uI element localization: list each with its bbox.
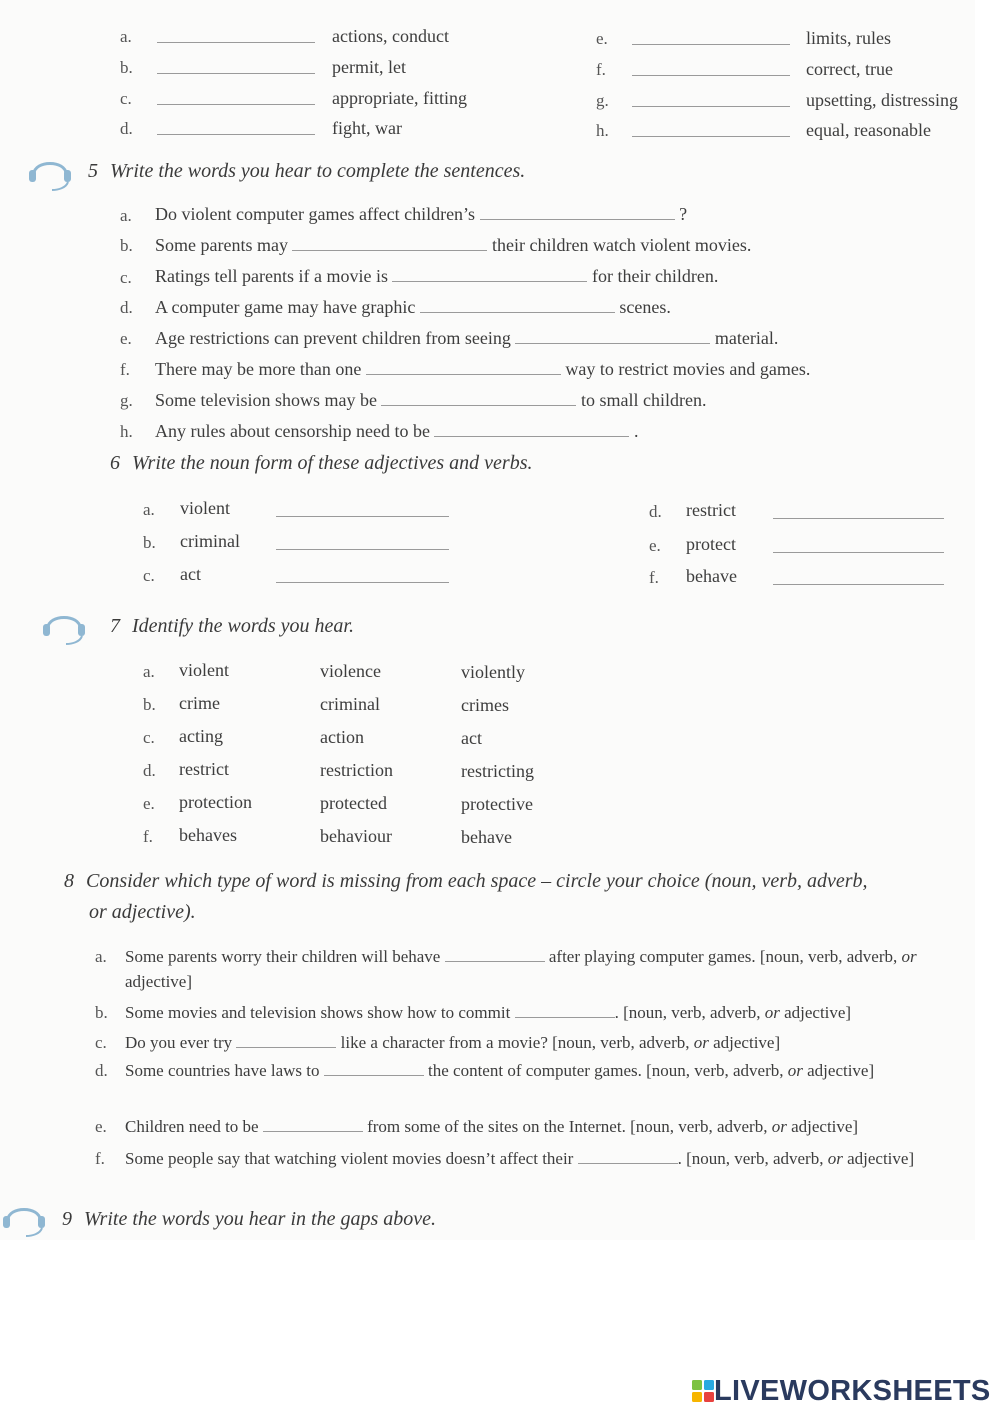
word-type-choices-end[interactable]: adjective]	[847, 1149, 915, 1168]
answer-blank[interactable]	[381, 391, 576, 406]
definition-text: permit, let	[332, 57, 406, 77]
item-letter: e.	[95, 1117, 107, 1136]
exercise-number: 9	[62, 1208, 72, 1230]
exercise-instruction: Consider which type of word is missing from each space – circle your choice (noun, verb, adverb,	[86, 870, 868, 892]
exercise-8-item-b	[95, 1000, 935, 1026]
sentence	[125, 1146, 930, 1171]
item-letter: f.	[596, 60, 606, 79]
or-word: or	[764, 1003, 780, 1022]
definition-text: actions, conduct	[332, 26, 449, 46]
sentence-end: .	[677, 1149, 682, 1168]
sentence-end: .	[633, 421, 639, 441]
item-letter: a.	[120, 27, 132, 46]
exercise-8-item-f	[95, 1146, 935, 1196]
exercise-8-item-d	[95, 1058, 935, 1108]
definition-text: equal, reasonable	[806, 120, 931, 140]
word-option[interactable]: crimes	[461, 695, 509, 715]
exercise-8-heading	[64, 870, 868, 893]
item-letter: a.	[120, 206, 132, 225]
answer-blank[interactable]	[632, 61, 790, 76]
exercise-8-item-e	[95, 1114, 935, 1140]
exercise-number: 7	[110, 615, 120, 637]
answer-blank[interactable]	[773, 538, 944, 553]
sentence	[125, 1030, 930, 1055]
answer-blank[interactable]	[480, 205, 675, 220]
item-letter: c.	[143, 566, 155, 585]
sentence	[125, 1000, 930, 1025]
sentence-end: from some of the sites on the Internet.	[367, 1117, 626, 1136]
item-letter: d.	[120, 298, 133, 317]
sentence	[125, 1058, 930, 1083]
sentence-start: There may be more than one	[155, 359, 362, 379]
item-letter: b.	[120, 236, 133, 255]
brand-name: LIVEWORKSHEETS	[714, 1374, 991, 1407]
sentence	[155, 390, 706, 411]
item-letter: b.	[120, 58, 133, 77]
answer-blank[interactable]	[276, 502, 449, 517]
word-type-choices-end[interactable]: adjective]	[807, 1061, 875, 1080]
answer-blank[interactable]	[578, 1150, 678, 1164]
match-row-c	[120, 89, 132, 109]
word-option[interactable]: action	[320, 727, 364, 747]
item-letter: b.	[143, 533, 156, 552]
answer-blank[interactable]	[445, 948, 545, 962]
answer-blank[interactable]	[157, 28, 315, 43]
sentence	[155, 421, 638, 442]
exercise-8-item-a	[95, 944, 935, 994]
item-letter: g.	[596, 91, 609, 110]
item-letter: c.	[143, 728, 155, 747]
sentence	[155, 235, 751, 256]
item-letter: e.	[596, 29, 608, 48]
word-type-choices[interactable]: [noun, verb, adverb,	[552, 1033, 690, 1052]
logo-grid-icon	[692, 1380, 714, 1402]
word-type-choices[interactable]: [noun, verb, adverb,	[646, 1061, 784, 1080]
sentence-end: scenes.	[619, 297, 671, 317]
word-type-choices[interactable]: [noun, verb, adverb,	[759, 947, 898, 966]
item-letter: d.	[649, 502, 662, 521]
sentence-start: Some parents worry their children will behave	[125, 947, 441, 966]
answer-blank[interactable]	[515, 329, 710, 344]
match-row-g	[596, 91, 609, 111]
sentence-end: ?	[679, 204, 688, 224]
sentence-end: material.	[714, 328, 779, 348]
sentence-end: the content of computer games.	[428, 1061, 642, 1080]
item-letter: b.	[143, 695, 156, 714]
headphones-icon[interactable]	[0, 1196, 48, 1238]
word-option[interactable]: protective	[461, 794, 533, 814]
word-option[interactable]: violent	[179, 660, 229, 680]
item-letter: a.	[143, 662, 155, 681]
sentence-end: their children watch violent movies.	[491, 235, 752, 255]
sentence-end: for their children.	[591, 266, 719, 286]
word-type-choices-end[interactable]: adjective]	[125, 972, 193, 991]
sentence-start: Some movies and television shows show how to commit	[125, 1003, 511, 1022]
sentence-end: like a character from a movie?	[340, 1033, 548, 1052]
exercise-number: 6	[110, 452, 120, 474]
sentence-end: after playing computer games.	[548, 947, 756, 966]
answer-blank[interactable]	[157, 120, 315, 135]
word-type-choices-end[interactable]: adjective]	[784, 1003, 852, 1022]
answer-blank[interactable]	[324, 1062, 424, 1076]
exercise-number: 5	[88, 160, 98, 182]
item-letter: c.	[95, 1033, 107, 1052]
match-row-e	[596, 29, 608, 49]
or-word: or	[901, 947, 917, 966]
answer-blank[interactable]	[276, 535, 449, 550]
word-option[interactable]: crime	[179, 693, 220, 713]
word-option[interactable]: restricting	[461, 761, 534, 781]
word: violent	[180, 498, 230, 518]
item-letter: h.	[596, 121, 609, 140]
definition-text: upsetting, distressing	[806, 90, 958, 110]
answer-blank[interactable]	[392, 267, 587, 282]
exercise-7-heading	[110, 615, 354, 638]
word-type-choices-end[interactable]: adjective]	[791, 1117, 859, 1136]
exercise-instruction: Identify the words you hear.	[132, 615, 355, 637]
answer-blank[interactable]	[420, 298, 615, 313]
word-option[interactable]: restriction	[320, 760, 393, 780]
sentence-start: Some countries have laws to	[125, 1061, 320, 1080]
item-letter: e.	[120, 329, 132, 348]
sentence-start: Do violent computer games affect children’s	[155, 204, 476, 224]
exercise-6-heading	[110, 452, 532, 475]
definition-text: fight, war	[332, 118, 402, 138]
sentence	[125, 1114, 930, 1139]
answer-blank[interactable]	[292, 236, 487, 251]
answer-blank[interactable]	[632, 122, 790, 137]
definition-text: appropriate, fitting	[332, 88, 467, 108]
headphones-icon[interactable]	[40, 604, 88, 646]
sentence-start: Some television shows may be	[155, 390, 377, 410]
sentence-end: way to restrict movies and games.	[565, 359, 811, 379]
word-option[interactable]: restrict	[179, 759, 229, 779]
answer-blank[interactable]	[236, 1034, 336, 1048]
match-row-d	[120, 119, 133, 139]
match-row-h	[596, 121, 609, 141]
word-option[interactable]: behave	[461, 827, 512, 847]
match-row-b	[120, 58, 133, 78]
exercise-9-heading	[62, 1208, 436, 1231]
sentence-start: Some parents may	[155, 235, 288, 255]
sentence-start: Any rules about censorship need to be	[155, 421, 430, 441]
sentence-end: .	[614, 1003, 619, 1022]
word-type-choices[interactable]: [noun, verb, adverb,	[623, 1003, 761, 1022]
word-type-choices[interactable]: [noun, verb, adverb,	[630, 1117, 768, 1136]
sentence	[155, 297, 671, 318]
word-option[interactable]: violently	[461, 662, 525, 682]
exercise-instruction: Write the words you hear in the gaps above.	[84, 1208, 436, 1230]
answer-blank[interactable]	[434, 422, 629, 437]
sentence	[125, 944, 930, 994]
headphones-icon[interactable]	[26, 150, 74, 192]
word-option[interactable]: protection	[179, 792, 252, 812]
exercise-8-item-c	[95, 1030, 935, 1056]
match-row-a	[120, 27, 132, 47]
answer-blank[interactable]	[366, 360, 561, 375]
answer-blank[interactable]	[276, 568, 449, 583]
definition-text: correct, true	[806, 59, 893, 79]
item-letter: f.	[143, 827, 153, 846]
item-letter: e.	[649, 536, 661, 555]
match-row-f	[596, 60, 606, 80]
exercise-instruction: Write the noun form of these adjectives and verbs.	[132, 452, 533, 474]
word-option[interactable]: behaves	[179, 825, 237, 845]
word-type-choices[interactable]: [noun, verb, adverb,	[686, 1149, 824, 1168]
exercise-instruction-cont: or adjective).	[89, 901, 196, 923]
answer-blank[interactable]	[515, 1004, 615, 1018]
answer-blank[interactable]	[632, 30, 790, 45]
item-letter: d.	[95, 1061, 108, 1080]
answer-blank[interactable]	[773, 570, 944, 585]
item-letter: d.	[143, 761, 156, 780]
item-letter: g.	[120, 391, 133, 410]
sentence	[155, 204, 687, 225]
exercise-instruction: Write the words you hear to complete the sentences.	[110, 160, 526, 182]
item-letter: f.	[649, 568, 659, 587]
sentence	[155, 266, 718, 287]
sentence-start: Ratings tell parents if a movie is	[155, 266, 388, 286]
item-letter: e.	[143, 794, 155, 813]
word-option[interactable]: criminal	[320, 694, 380, 714]
sentence	[155, 359, 810, 380]
answer-blank[interactable]	[263, 1118, 363, 1132]
item-letter: d.	[120, 119, 133, 138]
or-word: or	[771, 1117, 787, 1136]
sentence-end: to small children.	[580, 390, 707, 410]
answer-blank[interactable]	[773, 504, 944, 519]
or-word: or	[827, 1149, 843, 1168]
word: behave	[686, 566, 737, 586]
sentence	[155, 328, 778, 349]
definition-text: limits, rules	[806, 28, 891, 48]
item-letter: c.	[120, 89, 132, 108]
word: protect	[686, 534, 736, 554]
word: restrict	[686, 500, 736, 520]
answer-blank[interactable]	[157, 59, 315, 74]
sentence-start: Some people say that watching violent movies doesn’t affect their	[125, 1149, 574, 1168]
sentence-start: Do you ever try	[125, 1033, 233, 1052]
sentence-start: A computer game may have graphic	[155, 297, 416, 317]
word-type-choices-end[interactable]: adjective]	[713, 1033, 781, 1052]
word-option[interactable]: behaviour	[320, 826, 392, 846]
item-letter: a.	[143, 500, 155, 519]
exercise-number: 8	[64, 870, 74, 892]
exercise-5-heading	[88, 160, 525, 183]
word: act	[180, 564, 201, 584]
liveworksheets-logo	[692, 1374, 991, 1408]
word: criminal	[180, 531, 240, 551]
item-letter: c.	[120, 268, 132, 287]
word-option[interactable]: violence	[320, 661, 381, 681]
answer-blank[interactable]	[157, 90, 315, 105]
item-letter: a.	[95, 947, 107, 966]
word-option[interactable]: act	[461, 728, 482, 748]
answer-blank[interactable]	[632, 92, 790, 107]
item-letter: h.	[120, 422, 133, 441]
item-letter: f.	[95, 1149, 105, 1168]
sentence-start: Children need to be	[125, 1117, 259, 1136]
or-word: or	[693, 1033, 709, 1052]
word-option[interactable]: protected	[320, 793, 387, 813]
or-word: or	[787, 1061, 803, 1080]
item-letter: b.	[95, 1003, 108, 1022]
word-option[interactable]: acting	[179, 726, 223, 746]
item-letter: f.	[120, 360, 130, 379]
sentence-start: Age restrictions can prevent children from seeing	[155, 328, 511, 348]
